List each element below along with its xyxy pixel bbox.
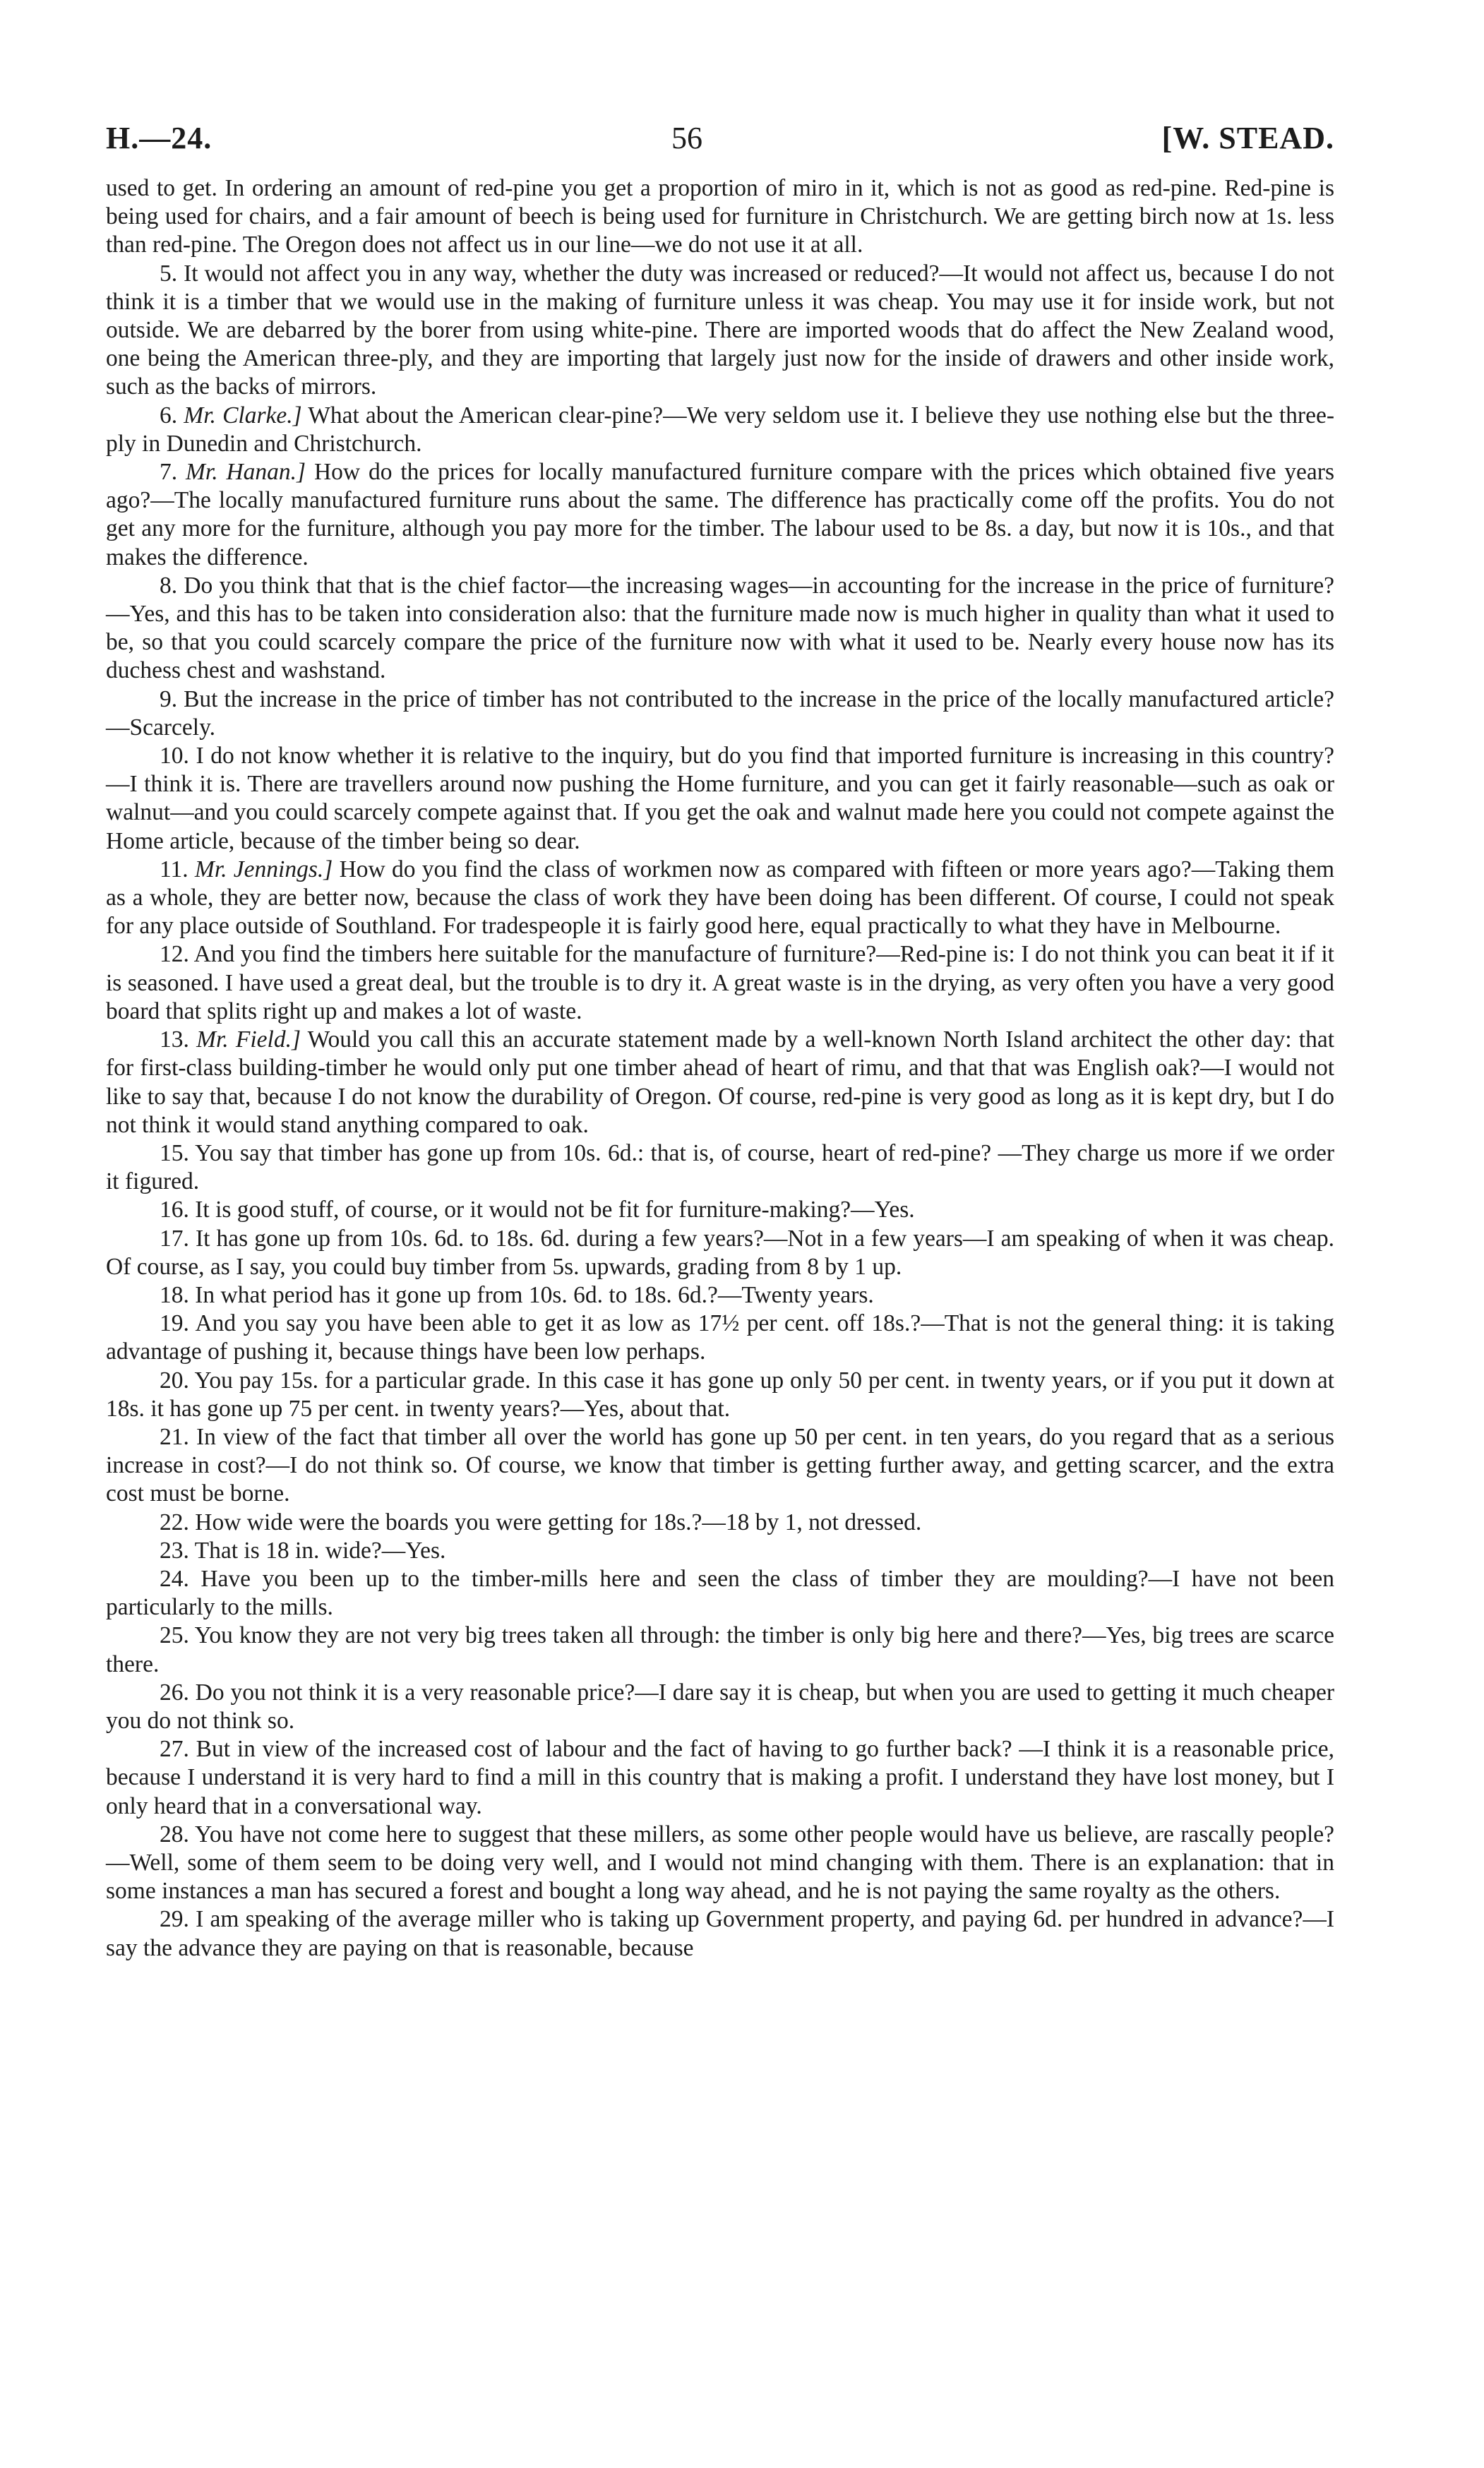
paragraph: 12. And you find the timbers here suitable for the manufacture of furniture?—Red-pine is: I do not think you can beat it if it is seasoned. I have used a great deal, but the trouble is to dry it. A great waste is in the drying, as very often you have a very good board that splits right up and makes a lot of waste. [106,941,1334,1024]
report-reference: H.—24. [106,121,213,155]
paragraph: 24. Have you been up to the timber-mills here and seen the class of timber they are moulding?—I have not been particularly to the mills. [106,1565,1334,1621]
paragraph: 20. You pay 15s. for a particular grade. In this case it has gone up only 50 per cent. in twenty years, or if you put it down at 18s. it has gone up 75 per cent. in twenty years?—Yes, about that. [106,1367,1334,1422]
paragraph: 8. Do you think that that is the chief factor—the increasing wages—in accounting for the increase in the price of furniture?—Yes, and this has to be taken into consideration also: that the furniture made now is much higher in quality than what it used to be, so that you could scarcely compare the price of the furniture now with what it used to be. Nearly every house now has its duchess chest and washstand. [106,572,1334,684]
paragraph: 26. Do you not think it is a very reasonable price?—I dare say it is cheap, but when you are used to getting it much cheaper you do not think so. [106,1679,1334,1734]
speaker-name: Mr. Jennings.] [194,856,333,882]
paragraph: 27. But in view of the increased cost of labour and the fact of having to go further back? —I think it is a reasonable price, because I understand it is very hard to find a mill in this country that is making a profit. I understand they have lost money, but I only heard that in a conversational way. [106,1736,1334,1819]
paragraph: 6. Mr. Clarke.] What about the American clear-pine?—We very seldom use it. I believe they use nothing else but the three-ply in Dunedin and Christchurch. [106,402,1334,457]
page-number: 56 [671,121,702,155]
paragraph: 21. In view of the fact that timber all over the world has gone up 50 per cent. in ten years, do you regard that as a serious increase in cost?—I do not think so. Of course, we know that timber is getting further away, and getting scarcer, and the extra cost must be borne. [106,1423,1334,1507]
paragraph: 11. Mr. Jennings.] How do you find the class of workmen now as compared with fifteen or more years ago?—Taking them as a whole, they are better now, because the class of work they have been doing has been different. Of course, I could not speak for any place outside of Southland. For tradespeople it is fairly good here, equal practically to what they have in Melbourne. [106,856,1335,940]
speaker-name: Mr. Hanan.] [186,459,306,486]
paragraph: 19. And you say you have been able to get it as low as 17½ per cent. off 18s.?—That is not the general thing: it is taking advantage of pushing it, because things have been low perhaps. [106,1310,1334,1365]
page-header [106,120,1334,156]
paragraph: 10. I do not know whether it is relative to the inquiry, but do you find that imported furniture is increasing in this country?—I think it is. There are travellers around now pushing the Home furniture, and you can get it fairly reasonable—such as oak or walnut—and you could scarcely compete against that. If you get the oak and walnut made here you could not compete against the Home article, because of the timber being so dear. [106,743,1334,854]
paragraph: 7. Mr. Hanan.] How do the prices for locally manufactured furniture compare with the prices which obtained five years ago?—The locally manufactured furniture runs about the same. The difference has practically come off the profits. You do not get any more for the furniture, although you pay more for the timber. The labour used to be 8s. a day, but now it is 10s., and that makes the difference. [106,459,1334,570]
speaker-name: Mr. Field.] [196,1026,301,1053]
paragraph: 23. That is 18 in. wide?—Yes. [160,1537,446,1564]
document-page [106,120,1334,1963]
paragraph: 17. It has gone up from 10s. 6d. to 18s. 6d. during a few years?—Not in a few years—I am speaking of when it was cheap. Of course, as I say, you could buy timber from 5s. upwards, grading from 8 by 1 up. [106,1225,1334,1280]
paragraph: 16. It is good stuff, of course, or it would not be fit for furniture-making?—Yes. [160,1197,915,1223]
paragraph: 5. It would not affect you in any way, whether the duty was increased or reduced?—It would not affect us, because I do not think it is a timber that we would use in the making of furniture unless it was cheap. You may use it for inside work, but not outside. We are debarred by the borer from using white-pine. There are imported woods that do affect the New Zealand wood, one being the American three-ply, and they are importing that largely just now for the inside of drawers and other inside work, such as the backs of mirrors. [106,260,1334,400]
paragraph: used to get. In ordering an amount of red-pine you get a proportion of miro in it, which is not as good as red-pine. Red-pine is being used for chairs, and a fair amount of beech is being used for furniture in Christchurch. We are getting birch now at 1s. less than red-pine. The Oregon does not affect us in our line—we do not use it at all. [106,175,1334,258]
paragraph: 18. In what period has it gone up from 10s. 6d. to 18s. 6d.?—Twenty years. [160,1281,874,1308]
paragraph: 13. Mr. Field.] Would you call this an accurate statement made by a well-known North Island architect the other day: that for first-class building-timber he would only put one timber ahead of heart of rimu, and that that was English oak?—I would not like to say that, because I do not know the durability of Oregon. Of course, red-pine is very good as long as it is kept dry, but I do not think it would stand anything compared to oak. [106,1026,1335,1138]
paragraph: 29. I am speaking of the average miller who is taking up Government property, and paying 6d. per hundred in advance?—I say the advance they are paying on that is reasonable, because [106,1906,1334,1961]
body-text [106,174,1334,1963]
paragraph: 9. But the increase in the price of timber has not contributed to the increase in the price of the locally manufactured article?—Scarcely. [106,685,1334,741]
paragraph: 25. You know they are not very big trees taken all through: the timber is only big here and there?—Yes, big trees are scarce there. [106,1622,1334,1677]
witness-name: [W. STEAD. [1161,121,1334,155]
paragraph: 15. You say that timber has gone up from 10s. 6d.: that is, of course, heart of red-pine? —They charge us more if we order it figured. [106,1139,1334,1195]
paragraph: 22. How wide were the boards you were getting for 18s.?—18 by 1, not dressed. [160,1509,922,1535]
paragraph: 28. You have not come here to suggest that these millers, as some other people would have us believe, are rascally people?—Well, some of them seem to be doing very well, and I would not mind changing with them. There is an explanation: that in some instances a man has secured a forest and bought a long way ahead, and he is not paying the same royalty as the others. [106,1821,1334,1905]
speaker-name: Mr. Clarke.] [184,402,302,429]
